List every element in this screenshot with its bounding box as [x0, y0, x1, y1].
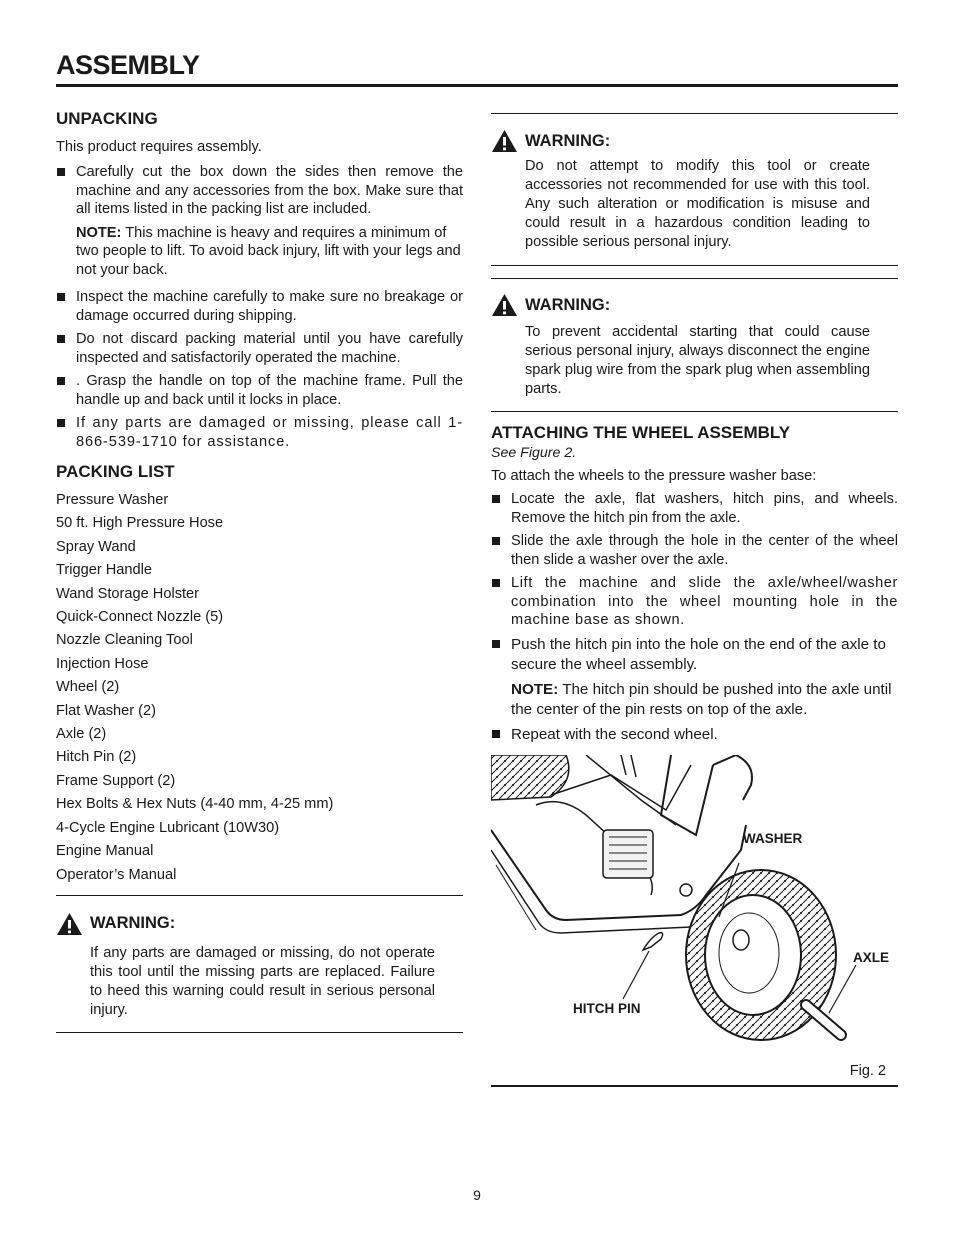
figure-caption: Fig. 2 [849, 1062, 886, 1079]
packing-item: Injection Hose [56, 655, 149, 672]
figure-2 [491, 755, 898, 1085]
warning-label: WARNING: [90, 914, 176, 933]
packing-item: Wheel (2) [56, 679, 120, 696]
wheel-assembly-intro: To attach the wheels to the pressure washer base: [491, 468, 817, 484]
unpacking-note [56, 224, 463, 280]
note-text: This machine is heavy and requires a minimum of two people to lift. To avoid back injury, lift with your legs and not your back. [76, 224, 461, 278]
square-bullet-icon [492, 495, 500, 503]
washer-label: WASHER [743, 830, 803, 846]
list-item-text: If any parts are damaged or missing, please call 1-866-539-1710 for assistance. [76, 415, 463, 450]
page-number: 9 [473, 1187, 481, 1203]
right-column [491, 108, 898, 1085]
list-item [56, 414, 463, 451]
list-item-text: . Grasp the handle on top of the machine frame. Pull the handle up and back until it locks in place. [76, 373, 463, 408]
list-item [491, 490, 898, 527]
list-item [491, 635, 898, 675]
packing-item: Spray Wand [56, 538, 136, 555]
see-figure-reference: See Figure 2. [491, 445, 577, 461]
unpacking-intro: This product requires assembly. [56, 139, 262, 155]
axle-label: AXLE [853, 949, 890, 965]
list-item-text: Repeat with the second wheel. [511, 725, 718, 743]
warning-header [56, 912, 435, 936]
note-text: The hitch pin should be pushed into the axle until the center of the pin rests on top of the axle. [511, 680, 892, 718]
square-bullet-icon [57, 419, 65, 427]
warning-text: Do not attempt to modify this tool or create accessories not recommended for use with this tool. Any such alteration or modification is misuse and could result in a hazardous condition leading to possible serious personal injury. [525, 158, 870, 250]
square-bullet-icon [492, 730, 500, 738]
warning-text: If any parts are damaged or missing, do not operate this tool until the missing parts are replaced. Failure to heed this warning could result in serious personal injury. [90, 944, 435, 1018]
packing-item: Frame Support (2) [56, 772, 176, 789]
packing-item: Flat Washer (2) [56, 702, 157, 719]
unpacking-heading: UNPACKING [56, 109, 158, 128]
wheel-assembly-list-continued [491, 725, 898, 745]
warning-triangle-icon [491, 293, 518, 317]
square-bullet-icon [57, 293, 65, 301]
figure-bottom-rule [491, 1085, 898, 1087]
list-item-text: Locate the axle, flat washers, hitch pins, and wheels. Remove the hitch pin from the axle. [511, 491, 898, 526]
left-column [56, 108, 463, 1033]
packing-item: Hitch Pin (2) [56, 749, 137, 766]
wheel-assembly-heading: ATTACHING THE WHEEL ASSEMBLY [491, 423, 791, 442]
packing-item: Axle (2) [56, 726, 107, 743]
list-item-text: Carefully cut the box down the sides then remove the machine and any accessories from the box. Make sure that all items listed in the packing list are included. [76, 164, 463, 217]
list-item [56, 163, 463, 219]
packing-item: Quick-Connect Nozzle (5) [56, 609, 224, 626]
packing-list-heading: PACKING LIST [56, 462, 175, 481]
packing-item: Engine Manual [56, 843, 154, 860]
packing-item: 50 ft. High Pressure Hose [56, 515, 224, 532]
list-item-text: Slide the axle through the hole in the center of the wheel then slide a washer over the axle. [511, 533, 898, 568]
list-item-text: Lift the machine and slide the axle/wheel/washer combination into the wheel mounting hole in the machine base as shown. [511, 575, 898, 628]
wheel-assembly-illustration [491, 755, 898, 1060]
warning-box-modify [491, 113, 898, 266]
square-bullet-icon [492, 579, 500, 587]
square-bullet-icon [492, 640, 500, 648]
wheel-assembly-list [491, 490, 898, 675]
hitch-pin-label: HITCH PIN [573, 1000, 641, 1016]
list-item [491, 532, 898, 569]
packing-list [56, 489, 463, 887]
list-item [56, 330, 463, 367]
list-item-text: Push the hitch pin into the hole on the end of the axle to secure the wheel assembly. [511, 635, 886, 673]
warning-header [491, 129, 870, 153]
packing-item: Pressure Washer [56, 492, 169, 508]
unpacking-list-continued [56, 288, 463, 451]
packing-item: Operator’s Manual [56, 866, 177, 883]
warning-box-spark-plug [491, 278, 898, 412]
warning-text: To prevent accidental starting that could cause serious personal injury, always disconnect the engine spark plug wire from the spark plug when assembling parts. [525, 324, 870, 397]
title-rule [56, 84, 898, 87]
list-item-text: Do not discard packing material until you have carefully inspected and satisfactorily operated the machine. [76, 331, 463, 366]
packing-item: 4-Cycle Engine Lubricant (10W30) [56, 819, 280, 836]
unpacking-list [56, 163, 463, 219]
square-bullet-icon [492, 537, 500, 545]
list-item [56, 372, 463, 409]
square-bullet-icon [57, 377, 65, 385]
packing-item: Hex Bolts & Hex Nuts (4-40 mm, 4-25 mm) [56, 796, 334, 813]
packing-item: Wand Storage Holster [56, 585, 200, 602]
warning-box-missing-parts [56, 895, 463, 1033]
list-item [56, 288, 463, 325]
list-item [491, 574, 898, 630]
list-item [491, 725, 898, 745]
square-bullet-icon [57, 335, 65, 343]
packing-item: Trigger Handle [56, 562, 152, 579]
page-title: ASSEMBLY [56, 50, 200, 80]
wheel-assembly-note [491, 680, 898, 720]
warning-label: WARNING: [525, 131, 611, 150]
warning-label: WARNING: [525, 295, 611, 314]
packing-item: Nozzle Cleaning Tool [56, 632, 193, 649]
list-item-text: Inspect the machine carefully to make sure no breakage or damage occurred during shipping. [76, 289, 463, 324]
square-bullet-icon [57, 168, 65, 176]
warning-triangle-icon [491, 129, 518, 153]
note-label: NOTE: [76, 224, 122, 241]
warning-header [491, 293, 870, 317]
note-label: NOTE: [511, 680, 559, 698]
warning-triangle-icon [56, 912, 83, 936]
